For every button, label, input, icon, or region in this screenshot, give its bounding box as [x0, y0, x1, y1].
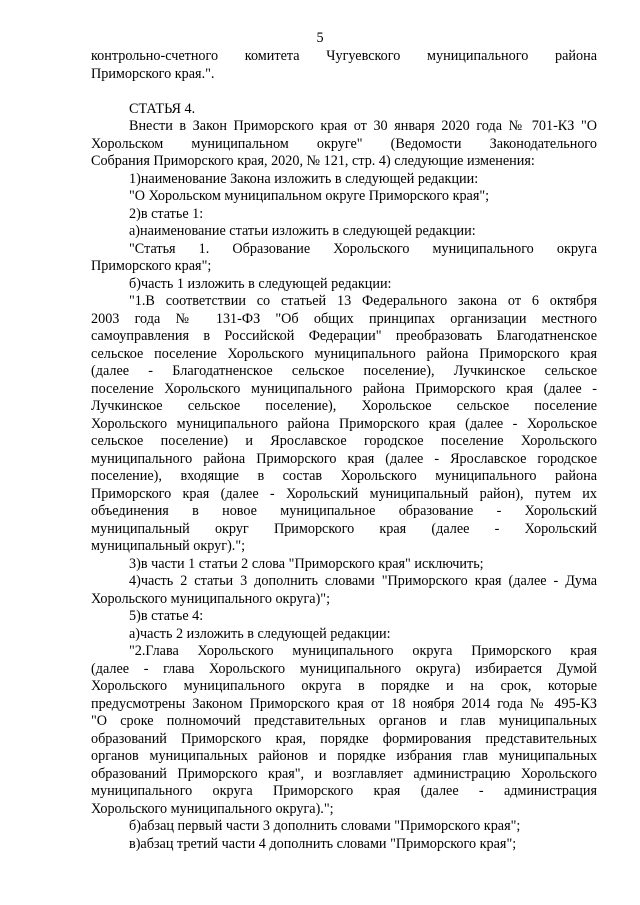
text-line: СТАТЬЯ 4.	[129, 100, 196, 117]
text-line: Приморского края (далее - Хорольский муниципальный район), путем их	[91, 485, 597, 502]
text-line: Хорольского муниципального округа).";	[91, 800, 334, 817]
blank-line	[91, 83, 597, 101]
text-line: 2)в статье 1:	[129, 205, 204, 222]
text-line: 4)часть 2 статьи 3 дополнить словами "Приморского края (далее - Дума	[129, 573, 597, 589]
text-line: (далее - Благодатненское сельское поселение), Лучкинское сельское	[91, 363, 597, 379]
text-line: муниципальный округ).";	[91, 538, 246, 554]
text-line: муниципального района Приморского края (далее - Ярославское городское	[91, 450, 597, 467]
text-line: "О сроке полномочий представительных органов и глав муниципальных	[91, 713, 597, 729]
text-line: (далее - глава Хорольского муниципального округа) избирается Думой	[91, 660, 597, 677]
text-line: "1.В соответствии со статьей 13 Федерального закона от 6 октября	[129, 293, 597, 309]
page-number: 5	[316, 30, 324, 46]
text-line: образований Приморского края", и возглавляет администрацию Хорольского	[91, 765, 597, 782]
text-line: Хорольского муниципального округа)";	[91, 590, 331, 607]
text-line: образований Приморского края, порядке формирования представительных	[91, 730, 597, 747]
text-line: объединения в новое муниципальное образование - Хорольский	[91, 503, 597, 519]
text-line: Хорольского муниципального района Приморского края (далее - Хорольское	[91, 415, 597, 432]
text-line: Собрания Приморского края, 2020, № 121, стр. 4) следующие изменения:	[91, 153, 535, 169]
text-line: поселение Хорольского муниципального района Приморского края (далее -	[91, 380, 597, 397]
text-line: 1)наименование Закона изложить в следующей редакции:	[129, 170, 479, 187]
text-line: Внести в Закон Приморского края от 30 января 2020 года № 701-КЗ "О	[129, 118, 597, 134]
text-line: 5)в статье 4:	[129, 608, 204, 624]
text-line: а)часть 2 изложить в следующей редакции:	[129, 625, 391, 642]
text-line: муниципального округа Приморского края (далее - администрация	[91, 783, 597, 799]
document-body	[91, 48, 597, 853]
text-line: а)наименование статьи изложить в следующей редакции:	[129, 223, 476, 239]
text-line: Приморского края.".	[91, 65, 215, 82]
text-line: самоуправления в Российской Федерации" преобразовать Благодатненское	[91, 328, 597, 344]
text-line: 2003 года № 131-ФЗ "Об общих принципах организации местного	[91, 310, 597, 327]
text-line: "О Хорольском муниципальном округе Приморского края";	[129, 188, 490, 204]
text-line: 3)в части 1 статьи 2 слова "Приморского края" исключить;	[129, 555, 484, 572]
text-line: поселение), входящие в состав Хорольского муниципального района	[91, 468, 597, 484]
text-line: Хорольском муниципальном округе" (Ведомости Законодательного	[91, 135, 597, 152]
text-line: "Статья 1. Образование Хорольского муниципального округа	[129, 240, 597, 257]
text-line: контрольно-счетного комитета Чугуевского муниципального района	[91, 48, 597, 64]
text-line: "2.Глава Хорольского муниципального округа Приморского края	[129, 643, 597, 659]
text-line: муниципальный округ Приморского края (далее - Хорольский	[91, 520, 597, 537]
text-line: сельское поселение Хорольского муниципального района Приморского края	[91, 345, 597, 362]
text-line: Лучкинское сельское поселение), Хорольское сельское поселение	[91, 398, 597, 414]
text-line: сельское поселение) и Ярославское городское поселение Хорольского	[91, 433, 597, 449]
text-line: предусмотрены Законом Приморского края от 18 ноября 2014 года № 495-КЗ	[91, 695, 597, 712]
text-line: б)абзац первый части 3 дополнить словами "Приморского края";	[129, 818, 521, 834]
text-line: Хорольского муниципального округа в порядке и на срок, которые	[91, 678, 597, 694]
text-line: Приморского края";	[91, 258, 212, 274]
text-line: в)абзац третий части 4 дополнить словами "Приморского края";	[129, 835, 517, 852]
text-line: б)часть 1 изложить в следующей редакции:	[129, 275, 392, 292]
text-line: органов муниципальных районов и порядке избрания глав муниципальных	[91, 748, 597, 764]
